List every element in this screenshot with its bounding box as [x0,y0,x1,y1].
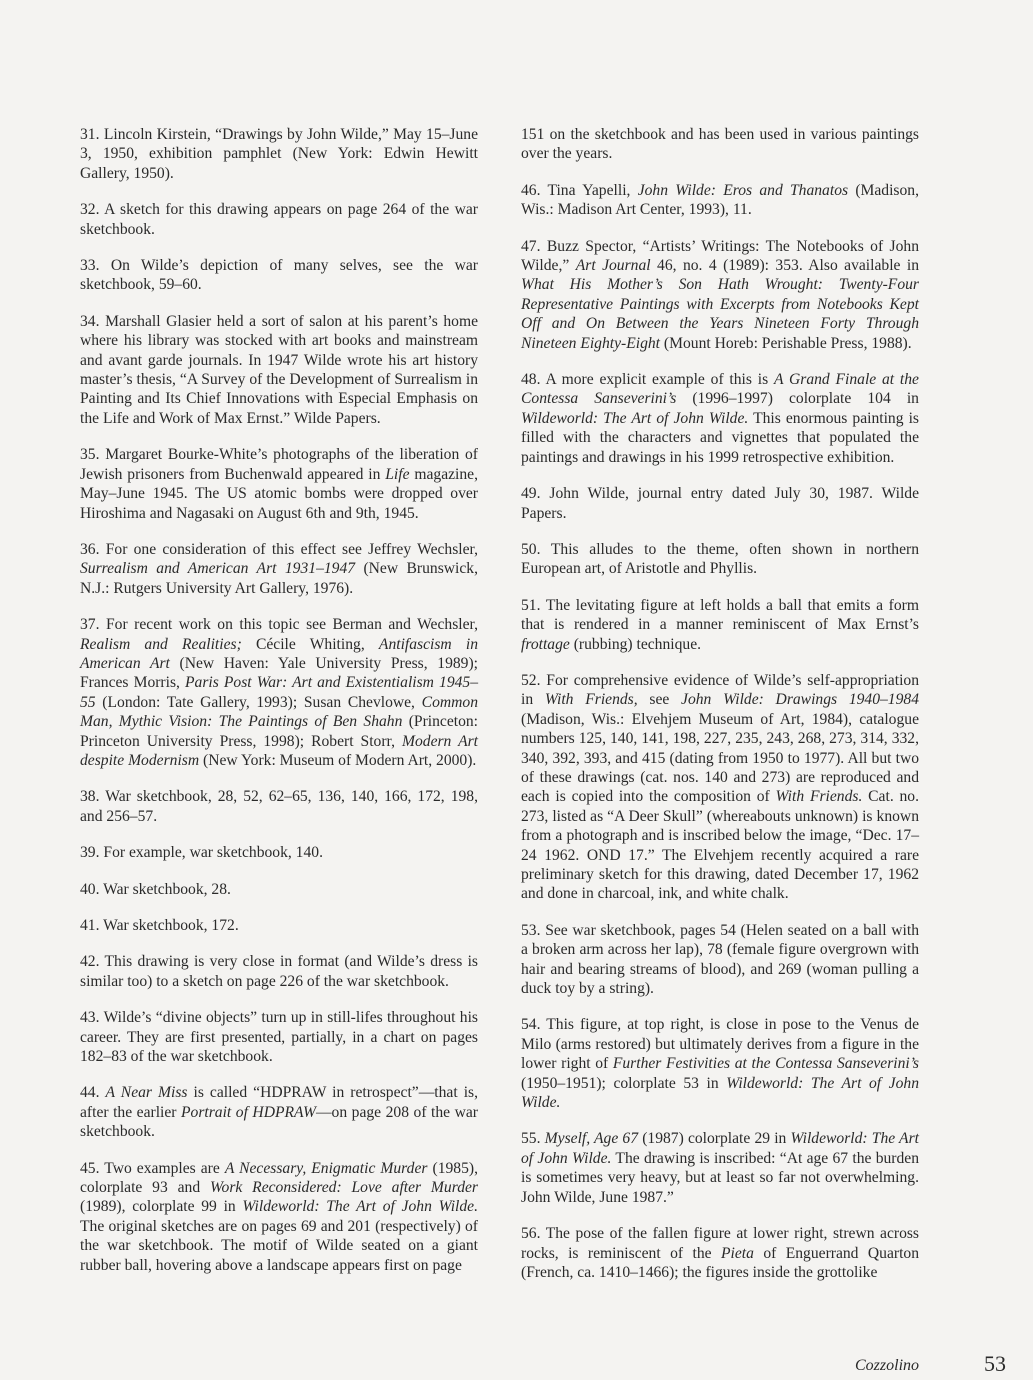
endnote [521,1129,919,1207]
endnote [80,312,478,428]
endnote-number: 35. [80,446,100,464]
endnote-text: 46, no. 4 (1989): 353. Also available in [650,257,920,275]
endnote [80,615,478,770]
endnote [80,880,478,899]
endnote-text: (1996–1997) colorplate 104 in [676,390,919,408]
endnote-title-italic: Antifascism in American Art [80,635,479,672]
endnote [521,125,919,164]
endnote-title-italic: A Necessary, Enigmatic Murder [224,1159,428,1177]
endnote-title-italic: Wildeworld: The Art of John Wilde. [521,409,749,427]
endnote-number: 52. [521,671,541,689]
endnote [80,256,478,295]
endnote-number: 34. [80,312,100,330]
endnote-text: On Wilde’s depiction of many selves, see the war sketchbook, 59–60. [80,257,478,294]
endnote-number: 38. [80,788,100,806]
endnote-text: Cat. no. 273, listed as “A Deer Skull” (whereabouts unknown) is known from a photograph and is inscribed below the image, “Dec. 17–24 1962. OND 17.” The Elvehjem recently acquired a rare preliminary sketch for this drawing, dated December 17, 1962 and done in charcoal, ink, and white chalk. [521,788,920,903]
endnote [80,540,478,598]
endnote [521,1015,919,1112]
endnote-text: (New York: Museum of Modern Art, 2000). [199,751,477,769]
endnote-text: The drawing is inscribed: “At age 67 the burden is sometimes very heavy, but at least so far not overwhelming. John Wilde, June 1987.” [521,1149,919,1206]
endnote-title-italic: John Wilde: Drawings 1940–1984 [681,691,919,709]
endnote-text: This enormous painting is filled with the characters and vignettes that populated the paintings and drawings in his 1999 retrospective exhibition. [521,409,919,466]
endnote-title-italic: Further Festivities at the Contessa Sanseverini’s [612,1055,919,1073]
endnote-title-italic: What His Mother’s Son Hath Wrought: Twenty-Four Representative Paintings with Excerpts from Notebooks Kept Off and On Between the Years Nineteen Forty Through Nineteen Eighty-Eight [521,276,919,352]
endnote-number: 56. [521,1225,541,1243]
endnote-text: See war sketchbook, pages 54 (Helen seated on a ball with a broken arm across her lap), 78 (female figure overgrown with hair and bearing streams of blood), and 269 (woman pulling a duck toy by a string). [521,921,920,998]
endnote-number: 44. [80,1084,100,1102]
endnote-text: For one consideration of this effect see Jeffrey Wechsler, [105,540,478,558]
endnote [80,916,478,935]
endnote-text: For example, war sketchbook, 140. [103,844,323,862]
running-footer-author: Cozzolino [855,1357,920,1374]
endnote-text: (1985), colorplate 93 and [80,1159,478,1197]
endnote-text: Buzz Spector, “Artists’ Writings: The Notebooks of John Wilde,” [521,237,919,275]
page-number: 53 [984,1351,1006,1376]
endnote-text: (Madison, Wis.: Madison Art Center, 1993), 11. [521,181,919,219]
endnote-text: The levitating figure at left holds a ball that emits a form that is rendered in a manner reminiscent of Max Ernst’s [521,596,919,634]
endnote [80,1159,478,1275]
endnote-number: 42. [80,953,100,971]
endnote-text: This alludes to the theme, often shown in northern European art, of Aristotle and Phyllis. [521,540,919,578]
notes-column-right [521,125,919,1299]
endnote [521,921,919,999]
endnote-number: 46. [521,181,541,199]
endnote-number: 47. [521,237,541,255]
endnote-number: 37. [80,616,100,634]
endnote-number: 39. [80,844,100,862]
endnote-text: (New Haven: Yale University Press, 1989); Frances Morris, [80,654,478,692]
endnote-title-italic: Common Man, Mythic Vision: The Paintings of Ben Shahn [80,693,478,731]
endnote-number: 41. [80,917,100,934]
endnote-title-italic: Portrait of HDPRAW [181,1103,316,1121]
endnote [80,952,478,991]
endnote-text: For recent work on this topic see Berman and Wechsler, [106,616,478,634]
endnote-title-italic: Life [385,465,410,483]
endnote-number: 50. [521,540,541,558]
endnote-title-italic: John Wilde: Eros and Thanatos [637,181,849,199]
endnote-text: (Madison, Wis.: Elvehjem Museum of Art, 1984), catalogue numbers 125, 140, 141, 198, 227, 235, 243, 268, 273, 314, 332, 340, 392, 393, and 415 (dating from 1950 to 1977). All but two of these drawings (cat. nos. 140 and 273) are reproduced and each is copied into the composition of [521,710,919,806]
endnote-title-italic: With Friends. [775,788,863,806]
endnote [80,843,478,862]
endnote-number: 54. [521,1016,541,1034]
endnote-number: 33. [80,257,100,275]
endnote [80,1083,478,1141]
endnote-text: A more explicit example of this is [545,371,774,389]
endnote [521,596,919,654]
endnote-text: (rubbing) technique. [569,635,702,653]
endnote-text: (New Brunswick, N.J.: Rutgers University Art Gallery, 1976). [80,560,478,597]
endnote-text: (London: Tate Gallery, 1993); Susan Chevlowe, [95,693,422,711]
endnote-title-italic: Wildeworld: The Art of John Wilde. [521,1074,919,1112]
endnote [80,125,478,183]
endnote-text: The original sketches are on pages 69 and 201 (respectively) of the war sketchbook. The motif of Wilde seated on a giant rubber ball, hovering above a landscape appears first on page [80,1217,478,1274]
endnote [521,671,919,904]
endnote [521,484,919,523]
endnote-text: The pose of the fallen figure at lower right, strewn across rocks, is reminiscent of the [521,1225,920,1262]
endnote-number: 48. [521,371,541,389]
endnote-text: (1989), colorplate 99 in [80,1198,243,1216]
endnote-text: Lincoln Kirstein, “Drawings by John Wilde,” May 15–June 3, 1950, exhibition pamphlet (New York: Edwin Hewitt Gallery, 1950). [80,126,478,182]
endnote-number: 40. [80,880,100,898]
endnote-title-italic: Pieta [720,1244,754,1262]
endnote [521,181,919,220]
endnote-text: (Princeton: Princeton University Press, 1998); Robert Storr, [80,713,479,750]
endnote-text: magazine, May–June 1945. The US atomic bombs were dropped over Hiroshima and Nagasaki on August 6th and 9th, 1945. [80,465,478,522]
endnote-text: A sketch for this drawing appears on page 264 of the war sketchbook. [80,201,479,238]
endnote [80,1008,478,1066]
endnote [521,540,919,579]
endnote-text: War sketchbook, 28. [103,880,231,898]
endnote-title-italic: A Near Miss [105,1084,188,1102]
endnote-text: John Wilde, journal entry dated July 30, 1987. Wilde Papers. [521,485,919,522]
endnote-text: Margaret Bourke-White’s photographs of the liberation of Jewish prisoners from Buchenwald appeared in [80,446,479,483]
endnote-number: 53. [521,921,541,939]
endnote-title-italic: Paris Post War: Art and Existentialism 1945–55 [80,674,479,711]
endnote-title-italic: A Grand Finale at the Contessa Sanseverini’s [521,371,919,408]
endnote-text: Two examples are [104,1159,225,1177]
endnote-title-italic: Wildeworld: The Art of John Wilde. [521,1130,919,1167]
endnote-text: is called “HDPRAW in retrospect”—that is, after the earlier [80,1084,478,1121]
endnote-number: 43. [80,1009,100,1027]
endnote-number: 45. [80,1159,100,1177]
endnote-number: 31. [80,126,100,143]
endnote-number: 51. [521,596,541,614]
endnote-title-italic: Myself, Age 67 [544,1130,639,1148]
endnote [521,237,919,353]
endnote-title-italic: Surrealism and American Art 1931–1947 [80,560,356,578]
endnote [521,1224,919,1282]
endnote [80,787,478,826]
endnote-text: Cécile Whiting, [241,635,379,653]
endnote-text: This drawing is very close in format (and Wilde’s dress is similar too) to a sketch on page 226 of the war sketchbook. [80,953,478,990]
endnote-text: Tina Yapelli, [547,181,638,199]
endnote-number: 36. [80,540,100,558]
endnote-title-italic: frottage [521,635,570,653]
endnote-number: 32. [80,201,100,219]
endnote-text: War sketchbook, 172. [103,917,239,934]
endnote-number: 49. [521,485,541,503]
endnote-title-italic: With Friends, [544,691,638,709]
endnote-text: (Mount Horeb: Perishable Press, 1988). [660,334,912,352]
endnote-number: 55. [521,1130,541,1148]
endnote-text: This figure, at top right, is close in pose to the Venus de Milo (arms restored) but ultimately derives from a figure in the lower right of [521,1016,919,1073]
endnote-text: see [637,691,682,709]
endnote-text: of Enguerrand Quarton (French, ca. 1410–1466); the figures inside the grottolike [521,1244,919,1281]
endnote-title-italic: Wildeworld: The Art of John Wilde. [242,1198,478,1216]
endnote-text: (1950–1951); colorplate 53 in [521,1074,727,1092]
endnote [80,200,478,239]
endnote-text: (1987) colorplate 29 in [638,1130,791,1148]
endnote [521,370,919,467]
endnote-title-italic: Modern Art despite Modernism [80,732,478,769]
notes-column-left [80,125,478,1292]
endnote-text: For comprehensive evidence of Wilde’s self-appropriation in [521,671,919,709]
endnote-text: 151 on the sketchbook and has been used in various paintings over the years. [521,126,919,163]
endnote-text: War sketchbook, 28, 52, 62–65, 136, 140, 166, 172, 198, and 256–57. [80,788,478,825]
endnote-title-italic: Realism and Realities; [80,635,242,653]
endnote-title-italic: Work Reconsidered: Love after Murder [209,1179,478,1197]
endnote-text: —on page 208 of the war sketchbook. [80,1103,478,1141]
endnote-title-italic: Art Journal [575,257,651,275]
endnote-text: Marshall Glasier held a sort of salon at his parent’s home where his library was stocked with art books and mainstream and avant garde journals. In 1947 Wilde wrote his art history master’s thesis, “A Survey of the Development of Surrealism in Painting and Its Chief Innovations with Especial Emphasis on the Life and Work of Max Ernst.” Wilde Papers. [80,312,478,427]
endnote [80,445,478,523]
endnote-text: Wilde’s “divine objects” turn up in still-lifes throughout his career. They are first presented, partially, in a chart on pages 182–83 of the war sketchbook. [80,1009,479,1066]
